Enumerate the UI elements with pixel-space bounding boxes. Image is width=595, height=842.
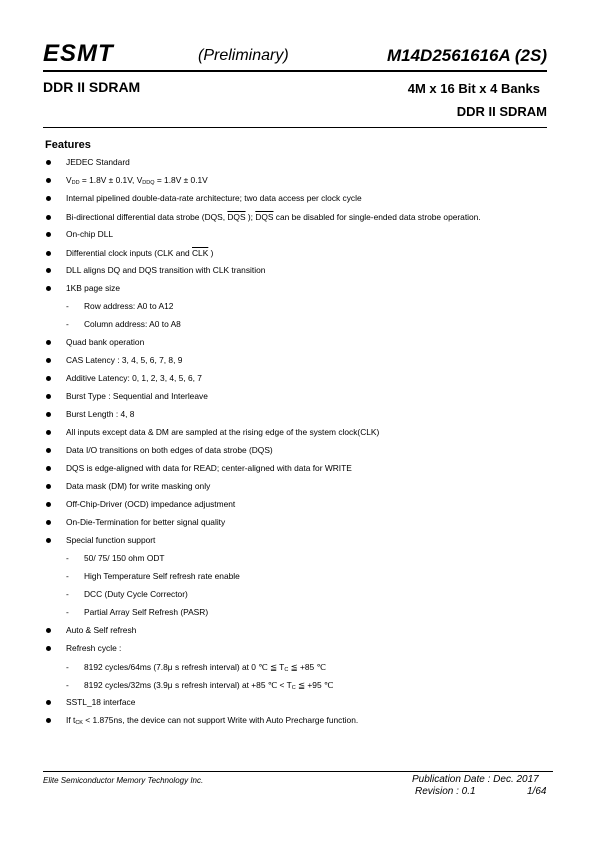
bullet-icon — [46, 502, 51, 507]
bullet-icon — [46, 394, 51, 399]
bullet-icon — [46, 628, 51, 633]
features-heading: Features — [45, 139, 91, 151]
bullet-icon — [46, 448, 51, 453]
bullet-icon — [46, 232, 51, 237]
revision: Revision : 0.1 — [415, 786, 476, 797]
bullet-icon — [46, 412, 51, 417]
bullet-icon — [46, 215, 51, 220]
product-type: DDR II SDRAM — [43, 79, 141, 95]
part-number: M14D2561616A (2S) — [386, 46, 547, 65]
bullet-icon — [46, 484, 51, 489]
product-type-right: DDR II SDRAM — [456, 104, 547, 119]
section-rule — [43, 127, 547, 128]
bullet-icon — [46, 268, 51, 273]
organization: 4M x 16 Bit x 4 Banks — [407, 81, 540, 96]
bullet-icon — [46, 376, 51, 381]
bullet-icon — [46, 178, 51, 183]
esmt-logo: ESMT — [43, 40, 114, 67]
bullet-icon — [46, 196, 51, 201]
bullet-icon — [46, 700, 51, 705]
page-number: 1/64 — [527, 786, 547, 797]
bullet-icon — [46, 466, 51, 471]
header-rule — [43, 70, 547, 72]
bullet-icon — [46, 340, 51, 345]
bullet-icon — [46, 646, 51, 651]
preliminary-label: (Preliminary) — [198, 47, 289, 64]
company-name: Elite Semiconductor Memory Technology Inc. — [43, 776, 204, 785]
bullet-icon — [46, 358, 51, 363]
bullet-icon — [46, 520, 51, 525]
bullet-icon — [46, 160, 51, 165]
publication-date: Publication Date : Dec. 2017 — [412, 774, 539, 785]
footer-rule — [43, 771, 553, 772]
bullet-icon — [46, 286, 51, 291]
bullet-icon — [46, 718, 51, 723]
bullet-icon — [46, 538, 51, 543]
bullet-icon — [46, 251, 51, 256]
bullet-icon — [46, 430, 51, 435]
